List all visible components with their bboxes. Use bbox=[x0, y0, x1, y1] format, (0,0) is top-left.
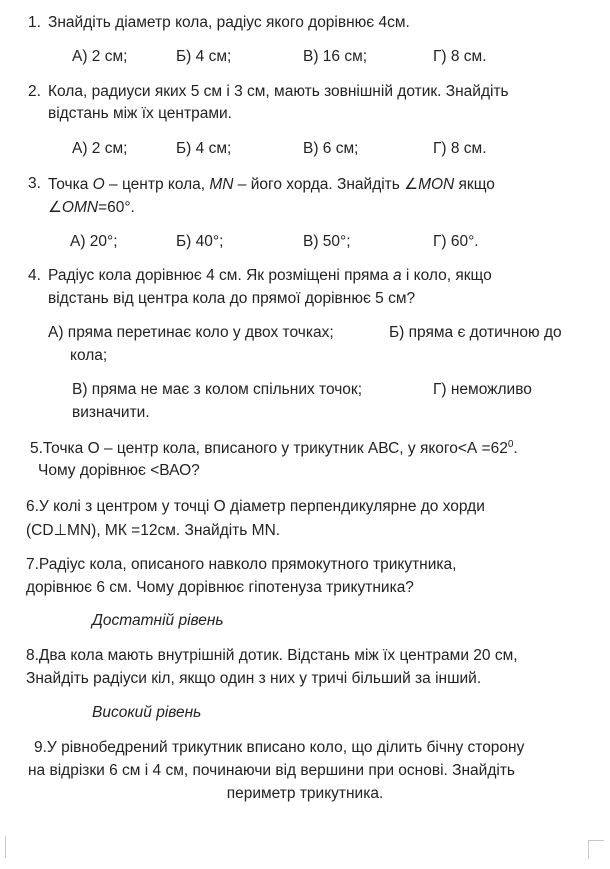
chord-label: MN bbox=[209, 176, 234, 193]
question-text-line-1 bbox=[48, 267, 492, 285]
answer-option-c: В) 6 см; bbox=[303, 140, 359, 157]
question-text-line-1: 9.У рівнобедрений трикутник вписано коло, що ділить бічну сторону bbox=[34, 739, 525, 756]
text-run: Точка bbox=[48, 176, 93, 193]
answer-option-c: В) 16 см; bbox=[303, 48, 368, 65]
text-run: – центр кола, bbox=[104, 176, 210, 193]
answer-option-b: Б) 4 см; bbox=[176, 48, 232, 65]
section-heading-high-level: Високий рівень bbox=[92, 704, 202, 721]
question-text-line-3: периметр трикутника. bbox=[226, 785, 384, 802]
angle-label: ∠OMN bbox=[48, 199, 99, 216]
angle-label: ∠MON bbox=[404, 176, 455, 193]
question-text-line-1: 6.У колі з центром у точці О діаметр перпендикулярне до хорди bbox=[26, 498, 485, 515]
text-run: якщо bbox=[454, 176, 495, 193]
question-text-line-1: 7.Радіус кола, описаного навколо прямокутного трикутника, bbox=[26, 556, 457, 573]
question-number: 1. bbox=[28, 14, 41, 31]
text-run: 5.Точка О – центр кола, вписаного у трикутник АВС, у якого<А =62 bbox=[30, 440, 508, 458]
question-text-line-2: Чому дорівнює <ВАО? bbox=[38, 462, 200, 479]
text-run: – його хорда. Знайдіть bbox=[233, 176, 405, 193]
answer-option-a: А) 2 см; bbox=[72, 140, 128, 157]
answer-option-a: А) пряма перетинає коло у двох точках; bbox=[48, 324, 334, 341]
question-number: 2. bbox=[28, 83, 41, 100]
degree-superscript: 0 bbox=[507, 439, 514, 450]
question-number: 3. bbox=[28, 175, 41, 192]
question-text-line-1 bbox=[30, 439, 518, 458]
question-text-line-2: відстань між їх центрами. bbox=[48, 105, 232, 122]
question-text-line-1: Кола, радиуси яких 5 см і 3 см, мають зовнішній дотик. Знайдіть bbox=[48, 83, 509, 100]
question-text-line-2: відстань від центра кола до прямої дорівнює 5 см? bbox=[48, 290, 416, 307]
page-corner-mark-left bbox=[5, 836, 14, 858]
question-text-line-2: Знайдіть радіуси кіл, якщо один з них у тричі більший за інший. bbox=[26, 670, 482, 687]
question-text-line-2 bbox=[48, 198, 135, 217]
line-label: а bbox=[392, 267, 402, 284]
answer-option-b: Б) 40°; bbox=[176, 233, 224, 250]
answer-option-c: В) пряма не має з колом спільних точок; bbox=[72, 381, 363, 398]
answer-option-a: А) 2 см; bbox=[72, 48, 128, 65]
text-run: . bbox=[513, 440, 518, 458]
answer-option-d: Г) неможливо bbox=[433, 381, 532, 398]
question-text-line-2: (CD⊥MN), МК =12см. Знайдіть MN. bbox=[26, 522, 281, 539]
answer-option-a: А) 20°; bbox=[70, 233, 118, 250]
answer-option-c: В) 50°; bbox=[303, 233, 351, 250]
answer-option-b: Б) 4 см; bbox=[176, 140, 232, 157]
section-heading-sufficient-level: Достатній рівень bbox=[92, 612, 224, 629]
answer-option-b: Б) пряма є дотичною до bbox=[389, 324, 562, 341]
answer-option-d: Г) 60°. bbox=[433, 233, 479, 250]
question-text: Знайдіть діаметр кола, радіус якого дорівнює 4см. bbox=[48, 14, 410, 31]
answer-option-c-continued: визначити. bbox=[72, 404, 150, 421]
answer-option-b-continued: кола; bbox=[70, 347, 108, 364]
question-text-line-1: 8.Два кола мають внутрішній дотик. Відстань між їх центрами 20 см, bbox=[26, 647, 518, 664]
answer-option-d: Г) 8 см. bbox=[433, 140, 487, 157]
text-run: і коло, якщо bbox=[401, 267, 492, 284]
answer-option-d: Г) 8 см. bbox=[433, 48, 487, 65]
question-number: 4. bbox=[28, 267, 41, 284]
question-text-line-1 bbox=[48, 175, 495, 194]
text-run: Радіус кола дорівнює 4 см. Як розміщені пряма bbox=[48, 267, 393, 284]
question-text-line-2: дорівнює 6 см. Чому дорівнює гіпотенуза трикутника? bbox=[26, 579, 414, 596]
point-label: O bbox=[92, 176, 105, 193]
text-run: =60°. bbox=[98, 199, 135, 216]
page-corner-mark-right bbox=[588, 840, 604, 859]
question-text-line-2: на відрізки 6 см і 4 см, починаючи від вершини при основі. Знайдіть bbox=[28, 762, 516, 779]
